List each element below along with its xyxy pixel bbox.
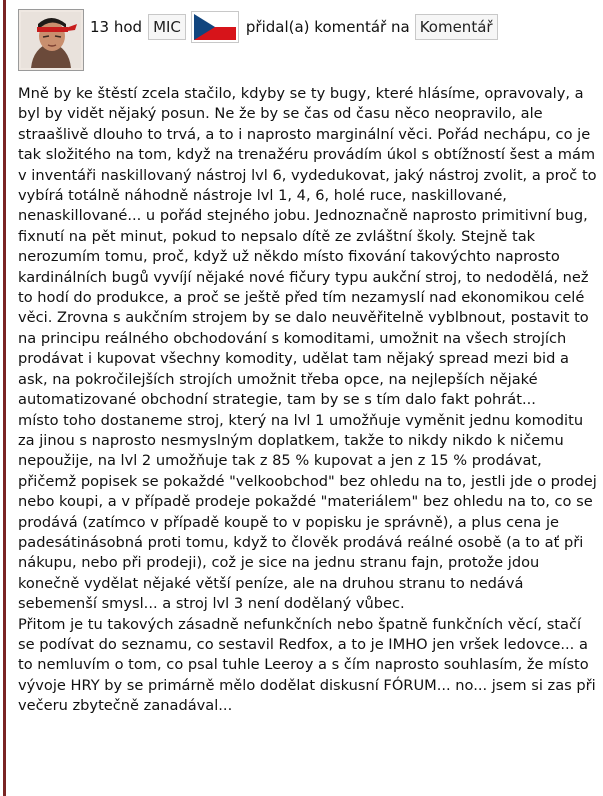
czech-flag-icon: [191, 11, 239, 43]
comment-target-link[interactable]: Komentář: [415, 14, 498, 40]
comment-action-text: přidal(a) komentář na: [245, 18, 410, 36]
comment-paragraph: místo toho dostaneme stroj, který na lvl 1 umožňuje vyměnit jednu komoditu za jinou s naprosto nesmyslným doplatkem, takže to nikdy nikdo k ničemu nepoužije, na lvl 2 umožňuje tak z 85 % kupovat a jen z 15 % prodávat, přičemž popisek se pokaždé "velkoobchod" bez ohledu na to, jestli jde o prodej nebo koupi, a v případě prodeje pokaždé "materiálem" bez ohledu na to, co se prodává (zatímco v případě koupě to v popisku je správně), a plus cena je padesátinásobná proti tomu, když to člověk prodává reálné osobě (a to ať při nákupu, nebo při prodeji), což je sice na jednu stranu fajn, protože jdou konečně vydělat nějaké větší peníze, ale na druhou stranu to nedává sebemenší smysl... a stroj lvl 3 není dodělaný vůbec.: [18, 411, 597, 613]
comment-time: 13 hod: [90, 18, 143, 36]
left-accent-rule: [3, 0, 6, 796]
comment-header: [18, 10, 84, 70]
user-avatar[interactable]: [18, 9, 84, 71]
comment-meta: [90, 11, 498, 43]
comment-paragraph: Mně by ke štěstí zcela stačilo, kdyby se ty bugy, které hlásíme, opravovaly, a byl by vidět nějaký posun. Ne že by se čas od času něco neopravilo, ale straašlivě dlouho to trvá, a to i naprosto marginální věci. Pořád nechápu, co je tak složitého na tom, když na trenažéru provádím úkol s obtížností šest a mám v inventáři naskillovaný nástroj lvl 6, vydedukovat, jaký nástroj zvolit, a proč to vybírá totálně náhodně nástroje lvl 1, 4, 6, holé ruce, naskillované, nenaskillované... u pořád stejného jobu. Jednoznačně naprosto primitivní bug, fixnutí na pět minut, pokud to nepsalo dítě ze zvláštní školy. Stejně tak nerozumím tomu, proč, když už někdo místo fixování takovýchto naprosto kardinálních bugů vyvíjí nějaké nové fičury typu aukční stroj, to nedodělá, než to hodí do produkce, a proč se ještě před tím nezamyslí nad ekonomikou celé věci. Zrovna s aukčním strojem by se dalo neuvěřitelně vyblbnout, postavit to na principu reálného obchodování s komoditami, umožnit na všech strojích prodávat i kupovat všechny komodity, udělat tam nějaký spread mezi bid a ask, na pokročilejších strojích umožnit třeba opce, na nejlepších nějaké automatizované obchodní strategie, tam by se s tím dalo fakt pohrát...: [18, 85, 597, 409]
avatar-icon: [21, 12, 81, 68]
comment-paragraph: Přitom je tu takových zásadně nefunkčních nebo špatně funkčních věcí, stačí se podívat do seznamu, co sestavil Redfox, a to je IMHO jen vršek ledovce... a to nemluvím o tom, co psal tuhle Leeroy a s čím naprosto souhlasím, že místo vývoje HRY by se primárně mělo dodělat diskusní FÓRUM... no... jsem si zas při večeru zbytečně zanadával...: [18, 615, 596, 715]
user-name-link[interactable]: MIC: [148, 14, 186, 40]
comment-body: [18, 84, 602, 717]
